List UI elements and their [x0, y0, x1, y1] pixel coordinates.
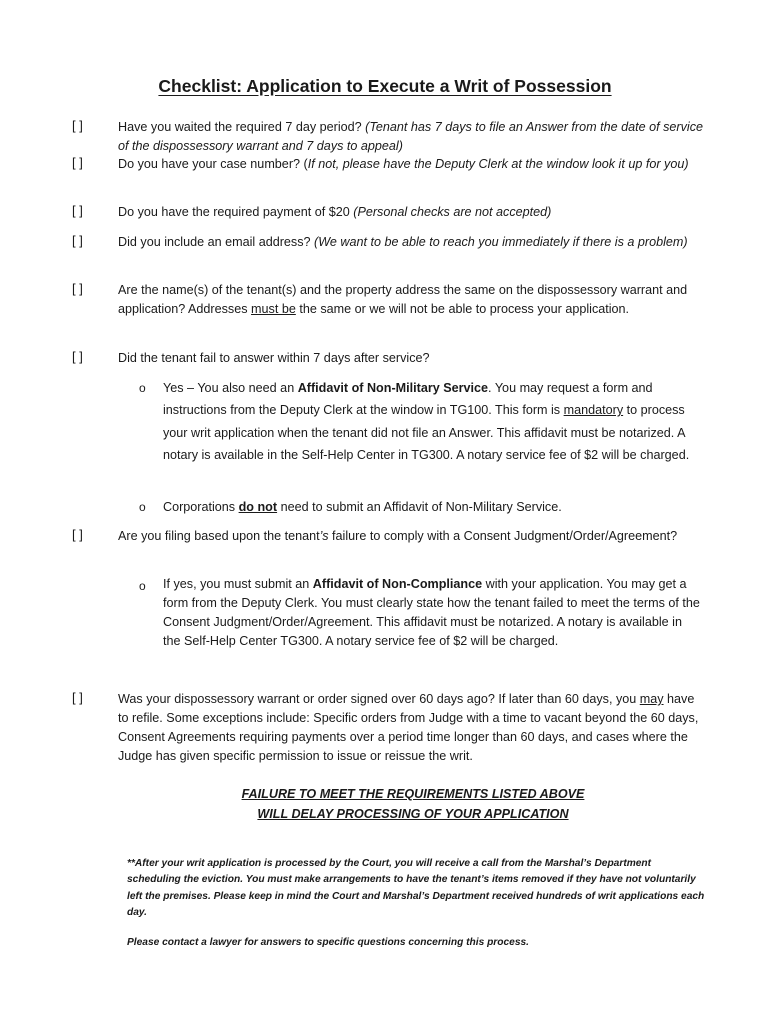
- bullet-icon: o: [139, 500, 146, 514]
- checkbox[interactable]: [ ]: [72, 155, 83, 170]
- bullet-icon: o: [139, 381, 146, 395]
- checkbox[interactable]: [ ]: [72, 118, 83, 133]
- item-text: Was your dispossessory warrant or order signed over 60 days ago? If later than 60 days, you may have to refile. Some exceptions include: Specific orders from Judge with a time to vacant beyond the 60 days, Consent Agreements requiring payments over a period time longer than 60 days, and cases where the Judge has given specific permission to issue or reissue the writ.: [118, 692, 699, 763]
- checkbox[interactable]: [ ]: [72, 349, 83, 364]
- footer-contact-note: Please contact a lawyer for answers to specific questions concerning this process.: [127, 937, 529, 948]
- sub-item-text: Corporations do not need to submit an Affidavit of Non-Military Service.: [163, 500, 562, 514]
- item-text: Are the name(s) of the tenant(s) and the property address the same on the dispossessory warrant and application? Addresses must be the same or we will not be able to process your application.: [118, 283, 688, 316]
- sub-item-text: If yes, you must submit an Affidavit of Non-Compliance with your application. You may get a form from the Deputy Clerk. You must clearly state how the tenant failed to meet the terms of the Consent Judgment/Order/Agreement. This affidavit must be notarized. A notary is available in the Self-Help Center TG300. A notary service fee of $2 will be charged.: [163, 577, 700, 648]
- item-text: Have you waited the required 7 day period? (Tenant has 7 days to file an Answer from the date of service of the dispossessory warrant and 7 days to appeal): [118, 120, 704, 153]
- footer-note: **After your writ application is processed by the Court, you will receive a call from the Marshal’s Department scheduling the eviction. You must make arrangements to have the tenant’s items removed if they have not voluntarily left the premises. Please keep in mind the Court and Marshal’s Department received hundreds of writ applications each day.: [127, 858, 705, 918]
- warning-notice: [0, 784, 770, 824]
- warning-line-1: FAILURE TO MEET THE REQUIREMENTS LISTED ABOVE: [241, 787, 585, 801]
- sub-item-text: Yes – You also need an Affidavit of Non-Military Service. You may request a form and instructions from the Deputy Clerk at the window in TG100. This form is mandatory to process your writ application when the tenant did not file an Answer. This affidavit must be notarized. A notary is available in the Self-Help Center in TG300. A notary service fee of $2 will be charged.: [163, 381, 690, 463]
- item-text: Did the tenant fail to answer within 7 days after service?: [118, 351, 430, 365]
- checkbox[interactable]: [ ]: [72, 233, 83, 248]
- item-text: Did you include an email address? (We want to be able to reach you immediately if there is a problem): [118, 235, 688, 249]
- checkbox[interactable]: [ ]: [72, 527, 83, 542]
- page-title: Checklist: Application to Execute a Writ of Possession: [158, 76, 612, 96]
- item-text: Are you filing based upon the tenant’s failure to comply with a Consent Judgment/Order/Agreement?: [118, 529, 678, 543]
- item-text: Do you have the required payment of $20 (Personal checks are not accepted): [118, 205, 552, 219]
- checkbox[interactable]: [ ]: [72, 203, 83, 218]
- warning-line-2: WILL DELAY PROCESSING OF YOUR APPLICATION: [257, 807, 569, 821]
- bullet-icon: o: [139, 579, 146, 593]
- checkbox[interactable]: [ ]: [72, 690, 83, 705]
- checkbox[interactable]: [ ]: [72, 281, 83, 296]
- item-text: Do you have your case number? (If not, please have the Deputy Clerk at the window look it up for you): [118, 157, 689, 171]
